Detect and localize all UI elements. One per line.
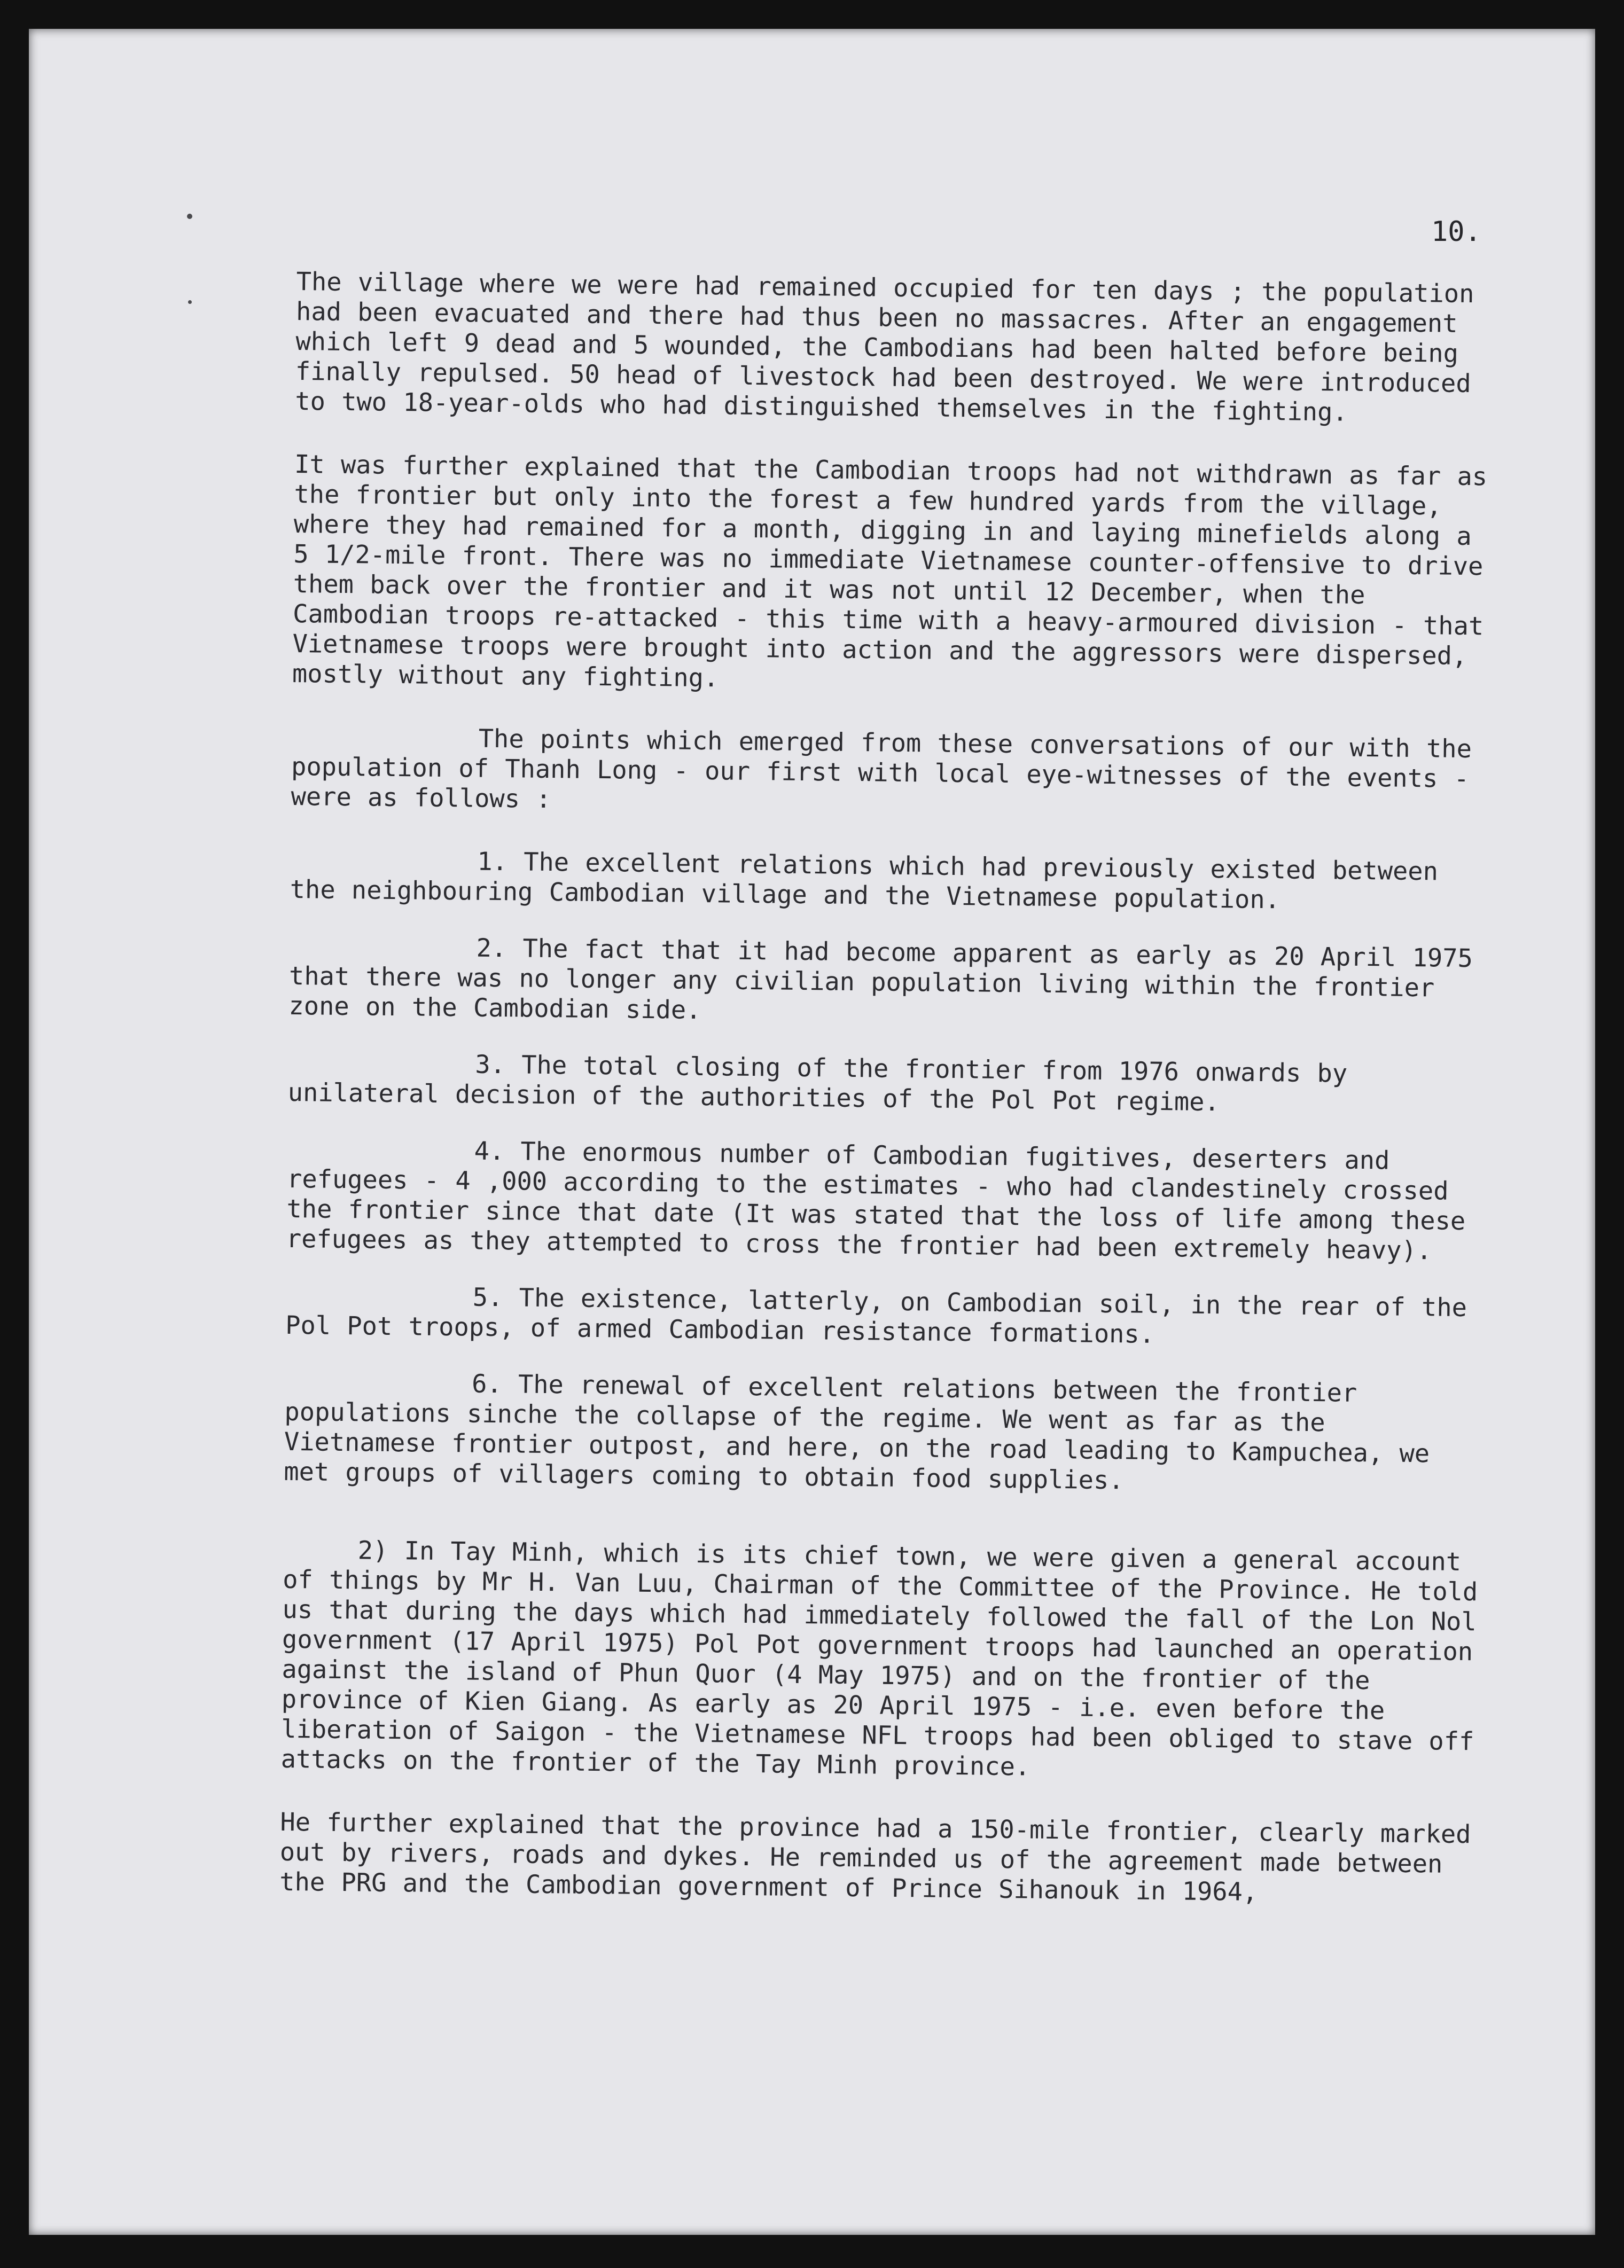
paragraph-province-frontier: He further explained that the province had a 150-mile frontier, clearly marked out by rivers, roads and dykes. He reminded us of the agreement made between the PRG and the Cambodian government of Prince Sihanouk in 1964, <box>279 1807 1471 1907</box>
margin-mark <box>187 214 192 219</box>
list-item-point-1: 1. The excellent relations which had previously existed between the neighbouring Cambodian village and the Vietnamese population. <box>290 847 1439 915</box>
paragraph-village-occupation: The village where we were had remained occupied for ten days ; the population had been evacuated and there had thus been no massacres. After an engagement which left 9 dead and 5 wounded, the Cambodians had been halted before being finally repulsed. 50 head of livestock had been destroyed. We were introduced to two 18-year-olds who had distinguished themselves in the fighting. <box>295 267 1474 427</box>
margin-mark <box>188 300 192 304</box>
list-item-point-4: 4. The enormous number of Cambodian fugitives, deserters and refugees - 4 ,000 according to the estimates - who had clandestinely crossed the frontier since that date (It was stated that the loss of life among these refugees as they attempted to cross the frontier had been extremely heavy). <box>286 1136 1466 1266</box>
paragraph-troop-withdrawal: It was further explained that the Cambodian troops had not withdrawn as far as the frontier but only into the forest a few hundred yards from the village, where they had remained for a month, digging in and laying minefields along a 5 1/2-mile front. There was no immediate Vietnamese counter-offensive to drive them back over the frontier and it was not until 12 December, when the Cambodian troops re-attacked - this time with a heavy-armoured division - that Vietnamese troops were brought into action and the aggressors were dispersed, mostly without any fighting. <box>292 449 1488 693</box>
list-item-point-3: 3. The total closing of the frontier from 1976 onwards by unilateral decision of the authorities of the Pol Pot regime. <box>287 1050 1348 1117</box>
paragraph-tay-minh-account: 2) In Tay Minh, which is its chief town, we were given a general account of things by Mr H. Van Luu, Chairman of the Committee of the Province. He told us that during the days which had immediately followed the fall of the Lon Nol government (17 April 1975) Pol Pot government troops had launched an operation against the island of Phun Quor (4 May 1975) and on the frontier of the province of Kien Giang. As early as 20 April 1975 - i.e. even before the liberation of Saigon - the Vietnamese NFL troops had been obliged to stave off attacks on the frontier of the Tay Minh province. <box>280 1536 1478 1782</box>
list-item-point-6: 6. The renewal of excellent relations between the frontier populations sinche the collapse of the regime. We went as far as the Vietnamese frontier outpost, and here, on the road leading to Kampuchea, we met groups of villagers coming to obtain food supplies. <box>284 1369 1430 1496</box>
page-number: 10. <box>1431 216 1481 248</box>
body-text <box>279 267 1498 1910</box>
paragraph-points-intro: The points which emerged from these conversations of our with the population of Thanh Long - our first with local eye-witnesses of the events - were as follows : <box>291 724 1472 815</box>
list-item-point-2: 2. The fact that it had become apparent as early as 20 April 1975 that there was no longer any civilian population living within the frontier zone on the Cambodian side. <box>288 933 1473 1026</box>
list-item-point-5: 5. The existence, latterly, on Cambodian soil, in the rear of the Pol Pot troops, of armed Cambodian resistance formations. <box>285 1282 1467 1349</box>
